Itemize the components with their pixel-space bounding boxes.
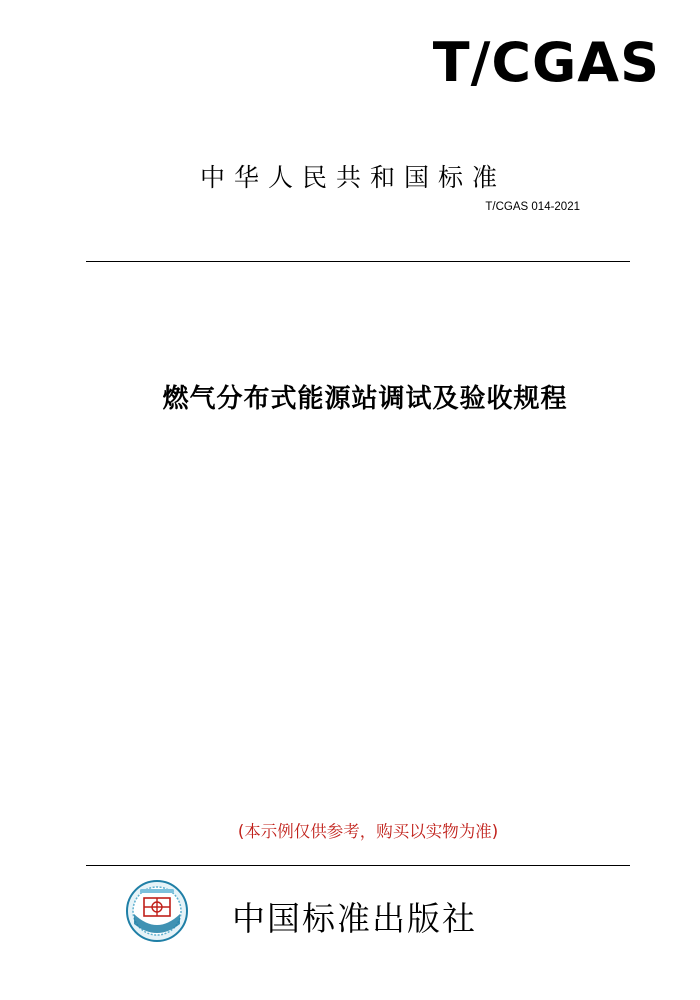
publisher-seal-icon <box>126 880 188 942</box>
sample-disclaimer: (本示例仅供参考，购买以实物为准) <box>237 822 499 841</box>
top-divider <box>86 261 630 262</box>
standard-number: T/CGAS 014-2021 <box>485 201 580 213</box>
bottom-divider <box>86 865 630 866</box>
document-title: 燃气分布式能源站调试及验收规程 <box>162 384 568 414</box>
standard-logo: T/CGAS <box>432 31 660 94</box>
publisher-name: 中国标准出版社 <box>232 899 477 938</box>
organization-title: 中华人民共和国标准 <box>199 163 506 192</box>
